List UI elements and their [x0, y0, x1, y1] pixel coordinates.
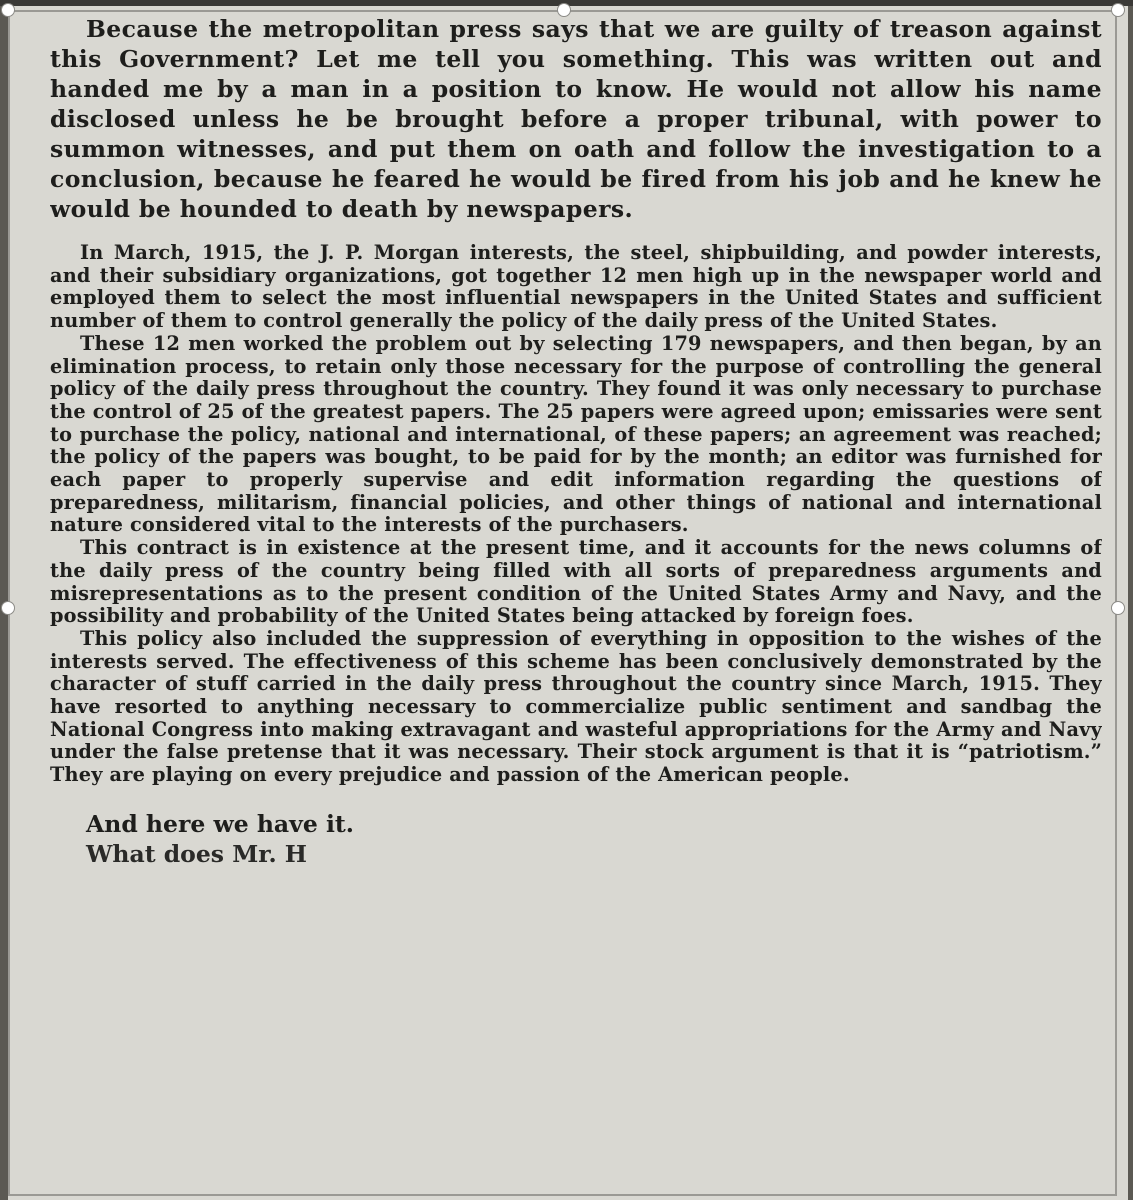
paragraph-twelve-men: These 12 men worked the problem out by selecting 179 newspapers, and then began, by an elimination process, to retain only those necessary for the purpose of controlling the general policy of the daily press throughout the country. They found it was only necessary to purchase the control of 25 of the greatest papers. The 25 papers were agreed upon; emissaries were sent to purchase the policy, national and international, of these papers; an agreement was reached; the policy of the papers was bought, to be paid for by the month; an editor was furnished for each paper to properly supervise and edit information regarding the questions of preparedness, militarism, financial policies, and other things of national and international nature considered vital to the interests of the purchasers. [50, 331, 1102, 537]
cut-off-line: What does Mr. H [86, 839, 308, 868]
newspaper-clipping [50, 14, 1102, 1200]
resize-handle-top-right[interactable] [1111, 3, 1125, 17]
closing-line: And here we have it. [86, 809, 354, 838]
paragraph-morgan-interests: In March, 1915, the J. P. Morgan interests, the steel, shipbuilding, and powder interests, and their subsidiary organizations, got together 12 men high up in the newspaper world and employed them to select the most influential newspapers in the United States and sufficient number of them to control generally the policy of the daily press of the United States. [50, 241, 1102, 333]
paragraph-policy-suppression: This policy also included the suppression of everything in opposition to the wishes of the interests served. The effectiveness of this scheme has been conclusively demonstrated by the character of stuff carried in the daily press throughout the country since March, 1915. They have resorted to anything necessary to commercialize public sentiment and sandbag the National Congress into making extravagant and wasteful appropriations for the Army and Navy under the false pretense that it was necessary. Their stock argument is that it is “patriotism.” They are playing on every prejudice and passion of the American people. [50, 626, 1102, 787]
resize-handle-top-left[interactable] [1, 3, 15, 17]
resize-handle-middle-left[interactable] [1, 601, 15, 615]
paragraph-contract: This contract is in existence at the present time, and it accounts for the news columns of the daily press of the country being filled with all sorts of preparedness arguments and misrepresentations as to the present condition of the United States Army and Navy, and the possibility and probability of the United States being attacked by foreign foes. [50, 536, 1102, 628]
lead-paragraph: Because the metropolitan press says that we are guilty of treason against this Government? Let me tell you something. This was written out and handed me by a man in a position to know. He would not allow his name disclosed unless he be brought before a proper tribunal, with power to summon witnesses, and put them on oath and follow the investigation to a conclusion, because he feared he would be fired from his job and he knew he would be hounded to death by newspapers. [50, 15, 1102, 223]
resize-handle-middle-right[interactable] [1111, 601, 1125, 615]
